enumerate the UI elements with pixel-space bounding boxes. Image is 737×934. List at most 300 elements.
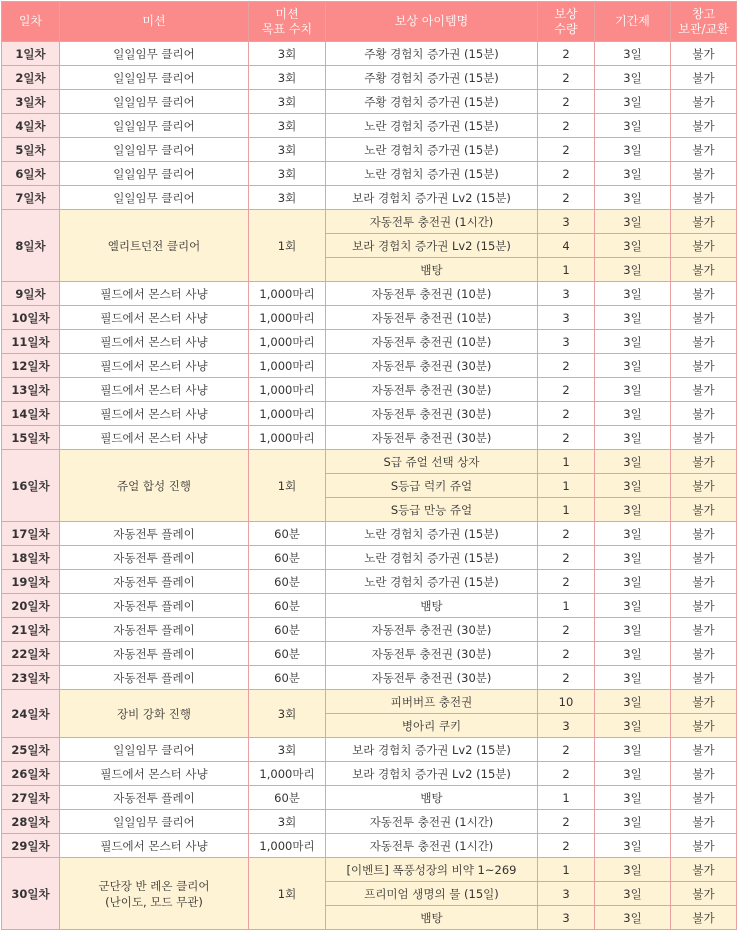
target-cell: 60분 [249,618,326,642]
reward-qty-cell: 2 [538,546,595,570]
mission-cell [60,834,249,858]
target-cell: 1,000마리 [249,402,326,426]
reward-qty-cell: 2 [538,834,595,858]
mission-text: 자동전투 플레이 [113,550,195,565]
day-cell: 29일차 [2,834,60,858]
mission-cell [60,210,249,282]
day-cell: 6일차 [2,162,60,186]
storage-cell: 불가 [671,354,737,378]
header-qty: 보상 수량 [538,2,595,42]
target-cell: 1회 [249,858,326,930]
storage-cell: 불가 [671,786,737,810]
day-cell: 7일차 [2,186,60,210]
day-cell: 4일차 [2,114,60,138]
storage-cell: 불가 [671,186,737,210]
mission-cell [60,426,249,450]
reward-qty-cell: 3 [538,906,595,930]
target-cell: 3회 [249,738,326,762]
mission-text: 자동전투 플레이 [113,646,195,661]
period-cell: 3일 [595,90,671,114]
reward-qty-cell: 1 [538,858,595,882]
reward-name-cell: 자동전투 충전권 (30분) [326,426,538,450]
period-cell: 3일 [595,498,671,522]
table-row [2,186,737,210]
reward-qty-cell: 2 [538,378,595,402]
target-cell: 3회 [249,810,326,834]
period-cell: 3일 [595,618,671,642]
reward-qty-cell: 2 [538,138,595,162]
reward-name-cell: 자동전투 충전권 (30분) [326,402,538,426]
target-cell: 60분 [249,642,326,666]
target-cell: 3회 [249,138,326,162]
table-row [2,306,737,330]
reward-qty-cell: 1 [538,258,595,282]
period-cell: 3일 [595,42,671,66]
period-cell: 3일 [595,570,671,594]
reward-name-cell: 자동전투 충전권 (10분) [326,306,538,330]
reward-name-cell: 뱀탕 [326,258,538,282]
mission-text: 자동전투 플레이 [113,598,195,613]
day-cell: 8일차 [2,210,60,282]
period-cell: 3일 [595,906,671,930]
reward-name-cell: 주황 경험치 증가권 (15분) [326,42,538,66]
mission-cell [60,402,249,426]
day-cell: 2일차 [2,66,60,90]
reward-name-cell: 자동전투 충전권 (30분) [326,666,538,690]
mission-cell [60,762,249,786]
day-cell: 14일차 [2,402,60,426]
reward-qty-cell: 2 [538,762,595,786]
day-cell: 5일차 [2,138,60,162]
mission-cell [60,90,249,114]
mission-cell [60,450,249,522]
storage-cell: 불가 [671,666,737,690]
mission-cell [60,810,249,834]
storage-cell: 불가 [671,90,737,114]
storage-cell: 불가 [671,522,737,546]
day-cell: 22일차 [2,642,60,666]
reward-qty-cell: 10 [538,690,595,714]
period-cell: 3일 [595,138,671,162]
period-cell: 3일 [595,114,671,138]
reward-qty-cell: 2 [538,642,595,666]
storage-cell: 불가 [671,546,737,570]
reward-qty-cell: 2 [538,426,595,450]
mission-text: 일일임무 클리어 [113,166,195,181]
period-cell: 3일 [595,810,671,834]
day-cell: 12일차 [2,354,60,378]
day-cell: 16일차 [2,450,60,522]
period-cell: 3일 [595,858,671,882]
storage-cell: 불가 [671,498,737,522]
reward-qty-cell: 2 [538,402,595,426]
target-cell: 1회 [249,210,326,282]
reward-name-cell: 노란 경험치 증가권 (15분) [326,546,538,570]
reward-name-cell: 자동전투 충전권 (1시간) [326,810,538,834]
storage-cell: 불가 [671,402,737,426]
storage-cell: 불가 [671,426,737,450]
reward-qty-cell: 2 [538,618,595,642]
table-row [2,618,737,642]
storage-cell: 불가 [671,378,737,402]
mission-cell [60,642,249,666]
mission-cell [60,282,249,306]
header-mission: 미션 [60,2,249,42]
mission-text: 일일임무 클리어 [113,814,195,829]
reward-qty-cell: 3 [538,210,595,234]
period-cell: 3일 [595,402,671,426]
period-cell: 3일 [595,522,671,546]
reward-qty-cell: 1 [538,594,595,618]
table-row [2,810,737,834]
mission-text: 자동전투 플레이 [113,526,195,541]
target-cell: 1,000마리 [249,426,326,450]
table-row [2,690,737,714]
reward-qty-cell: 2 [538,186,595,210]
storage-cell: 불가 [671,690,737,714]
table-row [2,114,737,138]
storage-cell: 불가 [671,906,737,930]
storage-cell: 불가 [671,714,737,738]
period-cell: 3일 [595,330,671,354]
day-cell: 18일차 [2,546,60,570]
storage-cell: 불가 [671,882,737,906]
mission-text: 일일임무 클리어 [113,142,195,157]
reward-name-cell: 자동전투 충전권 (1시간) [326,210,538,234]
day-cell: 20일차 [2,594,60,618]
reward-qty-cell: 2 [538,570,595,594]
table-row [2,570,737,594]
mission-cell [60,858,249,930]
mission-text: 필드에서 몬스터 사냥 [100,358,208,373]
period-cell: 3일 [595,306,671,330]
storage-cell: 불가 [671,618,737,642]
target-cell: 1,000마리 [249,834,326,858]
mission-cell [60,594,249,618]
mission-text: 군단장 반 레온 클리어 [98,878,210,893]
table-row [2,426,737,450]
table-row [2,522,737,546]
header-day: 일차 [2,2,60,42]
mission-cell [60,522,249,546]
target-cell: 60분 [249,546,326,570]
reward-qty-cell: 2 [538,522,595,546]
reward-qty-cell: 2 [538,666,595,690]
period-cell: 3일 [595,786,671,810]
period-cell: 3일 [595,450,671,474]
target-cell: 60분 [249,666,326,690]
reward-name-cell: 병아리 쿠키 [326,714,538,738]
mission-cell [60,738,249,762]
table-row [2,210,737,234]
table-row [2,354,737,378]
mission-text: 일일임무 클리어 [113,742,195,757]
period-cell: 3일 [595,354,671,378]
period-cell: 3일 [595,642,671,666]
reward-name-cell: 자동전투 충전권 (10분) [326,330,538,354]
mission-text: 필드에서 몬스터 사냥 [100,838,208,853]
storage-cell: 불가 [671,114,737,138]
period-cell: 3일 [595,258,671,282]
table-row [2,330,737,354]
storage-cell: 불가 [671,810,737,834]
header-target: 미션 목표 수치 [249,2,326,42]
mission-text: 필드에서 몬스터 사냥 [100,430,208,445]
reward-name-cell: 보라 경험치 증가권 Lv2 (15분) [326,186,538,210]
storage-cell: 불가 [671,258,737,282]
storage-cell: 불가 [671,570,737,594]
mission-cell [60,66,249,90]
reward-qty-cell: 1 [538,786,595,810]
reward-name-cell: 보라 경험치 증가권 Lv2 (15분) [326,762,538,786]
storage-cell: 불가 [671,162,737,186]
reward-name-cell: 자동전투 충전권 (30분) [326,378,538,402]
reward-name-cell: 프리미엄 생명의 물 (15일) [326,882,538,906]
mission-cell [60,186,249,210]
table-row [2,594,737,618]
storage-cell: 불가 [671,834,737,858]
mission-text: 일일임무 클리어 [113,70,195,85]
table-row [2,858,737,882]
reward-name-cell: [이벤트] 폭풍성장의 비약 1~269 [326,858,538,882]
reward-qty-cell: 2 [538,810,595,834]
header-period: 기간제 [595,2,671,42]
reward-qty-cell: 2 [538,42,595,66]
mission-cell [60,786,249,810]
reward-qty-cell: 3 [538,330,595,354]
table-row [2,642,737,666]
day-cell: 15일차 [2,426,60,450]
table-row [2,282,737,306]
day-cell: 28일차 [2,810,60,834]
mission-text: 필드에서 몬스터 사냥 [100,406,208,421]
header-row [2,2,737,42]
period-cell: 3일 [595,762,671,786]
target-cell: 60분 [249,522,326,546]
reward-qty-cell: 3 [538,282,595,306]
reward-name-cell: S등급 만능 쥬얼 [326,498,538,522]
reward-name-cell: 자동전투 충전권 (10분) [326,282,538,306]
period-cell: 3일 [595,546,671,570]
table-body [2,42,737,930]
day-cell: 30일차 [2,858,60,930]
mission-text: 자동전투 플레이 [113,574,195,589]
mission-cell [60,378,249,402]
target-cell: 3회 [249,186,326,210]
reward-qty-cell: 2 [538,354,595,378]
period-cell: 3일 [595,282,671,306]
mission-cell [60,42,249,66]
mission-cell [60,354,249,378]
storage-cell: 불가 [671,138,737,162]
mission-cell [60,330,249,354]
period-cell: 3일 [595,234,671,258]
target-cell: 3회 [249,162,326,186]
storage-cell: 불가 [671,762,737,786]
mission-text: 필드에서 몬스터 사냥 [100,766,208,781]
day-cell: 3일차 [2,90,60,114]
reward-name-cell: 노란 경험치 증가권 (15분) [326,162,538,186]
period-cell: 3일 [595,378,671,402]
table-row [2,402,737,426]
period-cell: 3일 [595,882,671,906]
reward-name-cell: 뱀탕 [326,906,538,930]
reward-name-cell: 노란 경험치 증가권 (15분) [326,570,538,594]
mission-text: 자동전투 플레이 [113,622,195,637]
reward-name-cell: 주황 경험치 증가권 (15분) [326,66,538,90]
period-cell: 3일 [595,666,671,690]
target-cell: 1,000마리 [249,762,326,786]
period-cell: 3일 [595,426,671,450]
day-cell: 1일차 [2,42,60,66]
period-cell: 3일 [595,690,671,714]
mission-cell [60,138,249,162]
reward-qty-cell: 2 [538,162,595,186]
mission-text: 필드에서 몬스터 사냥 [100,286,208,301]
table-row [2,786,737,810]
reward-qty-cell: 3 [538,714,595,738]
reward-name-cell: 뱀탕 [326,786,538,810]
table-row [2,546,737,570]
storage-cell: 불가 [671,42,737,66]
target-cell: 3회 [249,90,326,114]
day-cell: 10일차 [2,306,60,330]
table-row [2,90,737,114]
reward-qty-cell: 2 [538,66,595,90]
storage-cell: 불가 [671,594,737,618]
reward-name-cell: S급 쥬얼 선택 상자 [326,450,538,474]
table-row [2,834,737,858]
table-row [2,762,737,786]
reward-name-cell: 주황 경험치 증가권 (15분) [326,90,538,114]
mission-text: 자동전투 플레이 [113,670,195,685]
reward-name-cell: 자동전투 충전권 (30분) [326,642,538,666]
period-cell: 3일 [595,834,671,858]
reward-name-cell: 노란 경험치 증가권 (15분) [326,522,538,546]
mission-text: 일일임무 클리어 [113,190,195,205]
day-cell: 23일차 [2,666,60,690]
mission-cell [60,162,249,186]
mission-text: 쥬얼 합성 진행 [117,478,191,493]
reward-name-cell: 노란 경험치 증가권 (15분) [326,138,538,162]
target-cell: 60분 [249,594,326,618]
reward-name-cell: 보라 경험치 증가권 Lv2 (15분) [326,738,538,762]
period-cell: 3일 [595,594,671,618]
mission-reward-table [1,1,737,930]
storage-cell: 불가 [671,234,737,258]
mission-cell [60,666,249,690]
reward-name-cell: 자동전투 충전권 (30분) [326,354,538,378]
storage-cell: 불가 [671,474,737,498]
table-row [2,666,737,690]
mission-text: 필드에서 몬스터 사냥 [100,334,208,349]
day-cell: 19일차 [2,570,60,594]
period-cell: 3일 [595,474,671,498]
mission-cell [60,306,249,330]
reward-name-cell: 자동전투 충전권 (30분) [326,618,538,642]
period-cell: 3일 [595,210,671,234]
mission-text: 일일임무 클리어 [113,94,195,109]
mission-cell [60,546,249,570]
storage-cell: 불가 [671,858,737,882]
storage-cell: 불가 [671,66,737,90]
reward-qty-cell: 2 [538,114,595,138]
reward-qty-cell: 2 [538,90,595,114]
storage-cell: 불가 [671,330,737,354]
day-cell: 25일차 [2,738,60,762]
table-row [2,42,737,66]
storage-cell: 불가 [671,450,737,474]
reward-qty-cell: 1 [538,474,595,498]
reward-name-cell: 노란 경험치 증가권 (15분) [326,114,538,138]
period-cell: 3일 [595,66,671,90]
day-cell: 11일차 [2,330,60,354]
reward-name-cell: 보라 경험치 증가권 Lv2 (15분) [326,234,538,258]
target-cell: 60분 [249,786,326,810]
reward-name-cell: 피버버프 충전권 [326,690,538,714]
target-cell: 3회 [249,42,326,66]
day-cell: 24일차 [2,690,60,738]
target-cell: 3회 [249,690,326,738]
mission-text: 자동전투 플레이 [113,790,195,805]
target-cell: 60분 [249,570,326,594]
reward-name-cell: 자동전투 충전권 (1시간) [326,834,538,858]
table-row [2,162,737,186]
reward-qty-cell: 2 [538,738,595,762]
day-cell: 26일차 [2,762,60,786]
mission-text: (난이도, 모드 무관) [105,894,203,909]
day-cell: 21일차 [2,618,60,642]
period-cell: 3일 [595,714,671,738]
period-cell: 3일 [595,186,671,210]
day-cell: 13일차 [2,378,60,402]
target-cell: 1,000마리 [249,354,326,378]
reward-name-cell: 뱀탕 [326,594,538,618]
storage-cell: 불가 [671,738,737,762]
target-cell: 1,000마리 [249,330,326,354]
storage-cell: 불가 [671,642,737,666]
reward-qty-cell: 3 [538,306,595,330]
day-cell: 27일차 [2,786,60,810]
day-cell: 9일차 [2,282,60,306]
table-row [2,450,737,474]
target-cell: 3회 [249,114,326,138]
mission-text: 일일임무 클리어 [113,118,195,133]
storage-cell: 불가 [671,306,737,330]
target-cell: 3회 [249,66,326,90]
period-cell: 3일 [595,738,671,762]
day-cell: 17일차 [2,522,60,546]
mission-cell [60,114,249,138]
reward-qty-cell: 1 [538,450,595,474]
mission-text: 필드에서 몬스터 사냥 [100,310,208,325]
header-storage: 창고 보관/교환 [671,2,737,42]
storage-cell: 불가 [671,282,737,306]
target-cell: 1,000마리 [249,306,326,330]
mission-cell [60,570,249,594]
storage-cell: 불가 [671,210,737,234]
table-row [2,378,737,402]
mission-text: 필드에서 몬스터 사냥 [100,382,208,397]
reward-qty-cell: 3 [538,882,595,906]
period-cell: 3일 [595,162,671,186]
target-cell: 1,000마리 [249,378,326,402]
table-row [2,738,737,762]
reward-qty-cell: 4 [538,234,595,258]
header-reward: 보상 아이템명 [326,2,538,42]
mission-cell [60,618,249,642]
mission-text: 엘리트던전 클리어 [107,238,201,253]
